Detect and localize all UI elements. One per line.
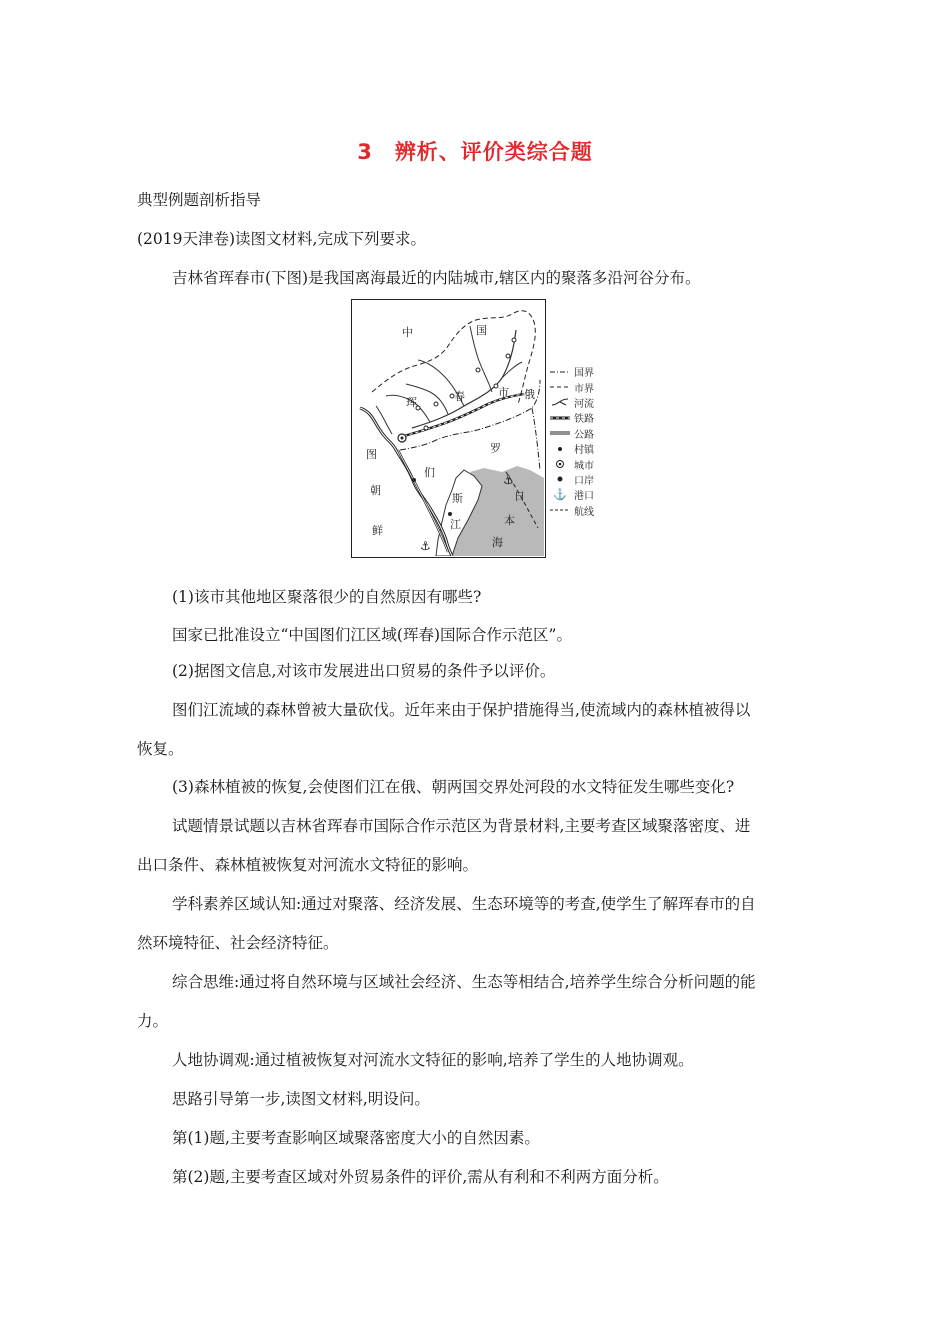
guide-q1-line: 第(1)题,主要考查影响区域聚落密度大小的自然因素。 — [172, 1129, 540, 1147]
guide-q2-line: 第(2)题,主要考查区域对外贸易条件的评价,需从有利和不利两方面分析。 — [172, 1168, 669, 1186]
shipping-route-icon — [549, 505, 571, 515]
map-legend — [549, 364, 609, 518]
map-label-chun: 春 — [454, 390, 465, 403]
thinking-line1: 综合思维:通过将自然环境与区域社会经济、生态等相结合,培养学生综合分析问题的能 — [172, 973, 756, 991]
legend-label: 河流 — [574, 398, 594, 410]
village-marker — [434, 402, 438, 406]
legend-item — [549, 441, 609, 456]
legend-item — [549, 426, 609, 441]
map-label-hun: 珲 — [406, 396, 417, 409]
village-marker — [476, 368, 480, 372]
legend-label: 铁路 — [574, 414, 594, 426]
legend-label: 市界 — [574, 383, 594, 395]
scenario-line2: 出口条件、森林植被恢复对河流水文特征的影响。 — [137, 856, 479, 874]
map-label-e: 俄 — [524, 388, 535, 401]
intro-paragraph: 吉林省珲春市(下图)是我国离海最近的内陆城市,辖区内的聚落多沿河谷分布。 — [172, 269, 701, 287]
national-border-line-2 — [532, 408, 540, 470]
legend-item — [549, 395, 609, 410]
map-label-guo: 国 — [476, 324, 487, 337]
literacy-line2: 然环境特征、社会经济特征。 — [137, 934, 339, 952]
legend-item — [549, 379, 609, 394]
page-title — [0, 136, 950, 166]
village-marker — [424, 426, 428, 430]
harmony-line: 人地协调观:通过植被恢复对河流水文特征的影响,培养了学生的人地协调观。 — [172, 1051, 694, 1069]
city-marker-dot — [401, 437, 404, 440]
map-label-tu: 图 — [366, 448, 377, 461]
literacy-line1: 学科素养区域认知:通过对聚落、经济发展、生态环境等的考查,使学生了解珲春市的自 — [172, 895, 756, 913]
question-source: (2019天津卷)读图文材料,完成下列要求。 — [137, 230, 426, 248]
border-port-marker — [412, 478, 416, 482]
material-3-line2: 恢复。 — [137, 740, 184, 758]
harbor-icon: ⚓ — [553, 488, 567, 502]
legend-label: 国界 — [574, 368, 594, 380]
tributary-4 — [502, 362, 522, 378]
material-2: 国家已批准设立“中国图们江区域(珲春)国际合作示范区”。 — [172, 626, 572, 644]
map-label-jiang: 江 — [450, 518, 461, 531]
question-3: (3)森林植被的恢复,会使图们江在俄、朝两国交界处河段的水文特征发生哪些变化? — [172, 778, 735, 796]
legend-label: 口岸 — [574, 475, 594, 487]
section-number: 3 — [357, 140, 373, 164]
legend-label: 村镇 — [574, 445, 594, 457]
national-border-icon — [549, 367, 571, 377]
map-label-men: 们 — [424, 466, 435, 479]
map-label-ben: 本 — [504, 514, 515, 527]
legend-item — [549, 503, 609, 518]
legend-item — [549, 487, 609, 502]
national-border-line — [400, 380, 540, 450]
river-icon — [549, 397, 571, 407]
map-svg — [352, 300, 544, 556]
harbor-marker: ⚓ — [503, 473, 514, 487]
map-label-si: 斯 — [452, 492, 463, 505]
village-icon — [549, 444, 571, 454]
legend-label: 城市 — [574, 460, 594, 472]
legend-label: 港口 — [574, 491, 594, 503]
section-title: 辨析、评价类综合题 — [394, 140, 593, 164]
legend-item — [549, 410, 609, 425]
legend-label: 航线 — [574, 506, 594, 518]
question-1: (1)该市其他地区聚落很少的自然原因有哪些? — [172, 588, 482, 606]
city-icon — [549, 459, 571, 469]
thinking-line2: 力。 — [137, 1012, 169, 1030]
border-port-marker — [448, 512, 452, 516]
legend-item — [549, 364, 609, 379]
question-2: (2)据图文信息,对该市发展进出口贸易的条件予以评价。 — [172, 662, 556, 680]
map-label-xian: 鲜 — [372, 524, 383, 537]
section-heading: 典型例题剖析指导 — [137, 191, 262, 209]
legend-item — [549, 456, 609, 471]
map-label-zhong: 中 — [402, 326, 413, 339]
map-label-shi: 市 — [498, 386, 509, 399]
highway-icon — [549, 428, 571, 438]
railway-icon — [549, 413, 571, 423]
hunchun-map — [351, 299, 546, 558]
city-border-icon — [549, 382, 571, 392]
map-label-ri: 日 — [514, 490, 525, 503]
legend-label: 公路 — [574, 429, 594, 441]
legend-item — [549, 472, 609, 487]
hunchun-river — [412, 330, 516, 428]
scenario-line1: 试题情景试题以吉林省珲春市国际合作示范区为背景材料,主要考查区域聚落密度、进 — [172, 817, 751, 835]
guide-line: 思路引导第一步,读图文材料,明设问。 — [172, 1090, 430, 1108]
map-label-hai: 海 — [492, 536, 503, 549]
map-label-luo: 罗 — [490, 442, 501, 455]
village-marker — [506, 354, 510, 358]
map-label-chao: 朝 — [370, 484, 381, 497]
village-marker — [512, 338, 516, 342]
harbor-marker: ⚓ — [420, 539, 431, 553]
border-port-icon — [549, 474, 571, 484]
material-3-line1: 图们江流域的森林曾被大量砍伐。近年来由于保护措施得当,使流域内的森林植被得以 — [172, 701, 751, 719]
